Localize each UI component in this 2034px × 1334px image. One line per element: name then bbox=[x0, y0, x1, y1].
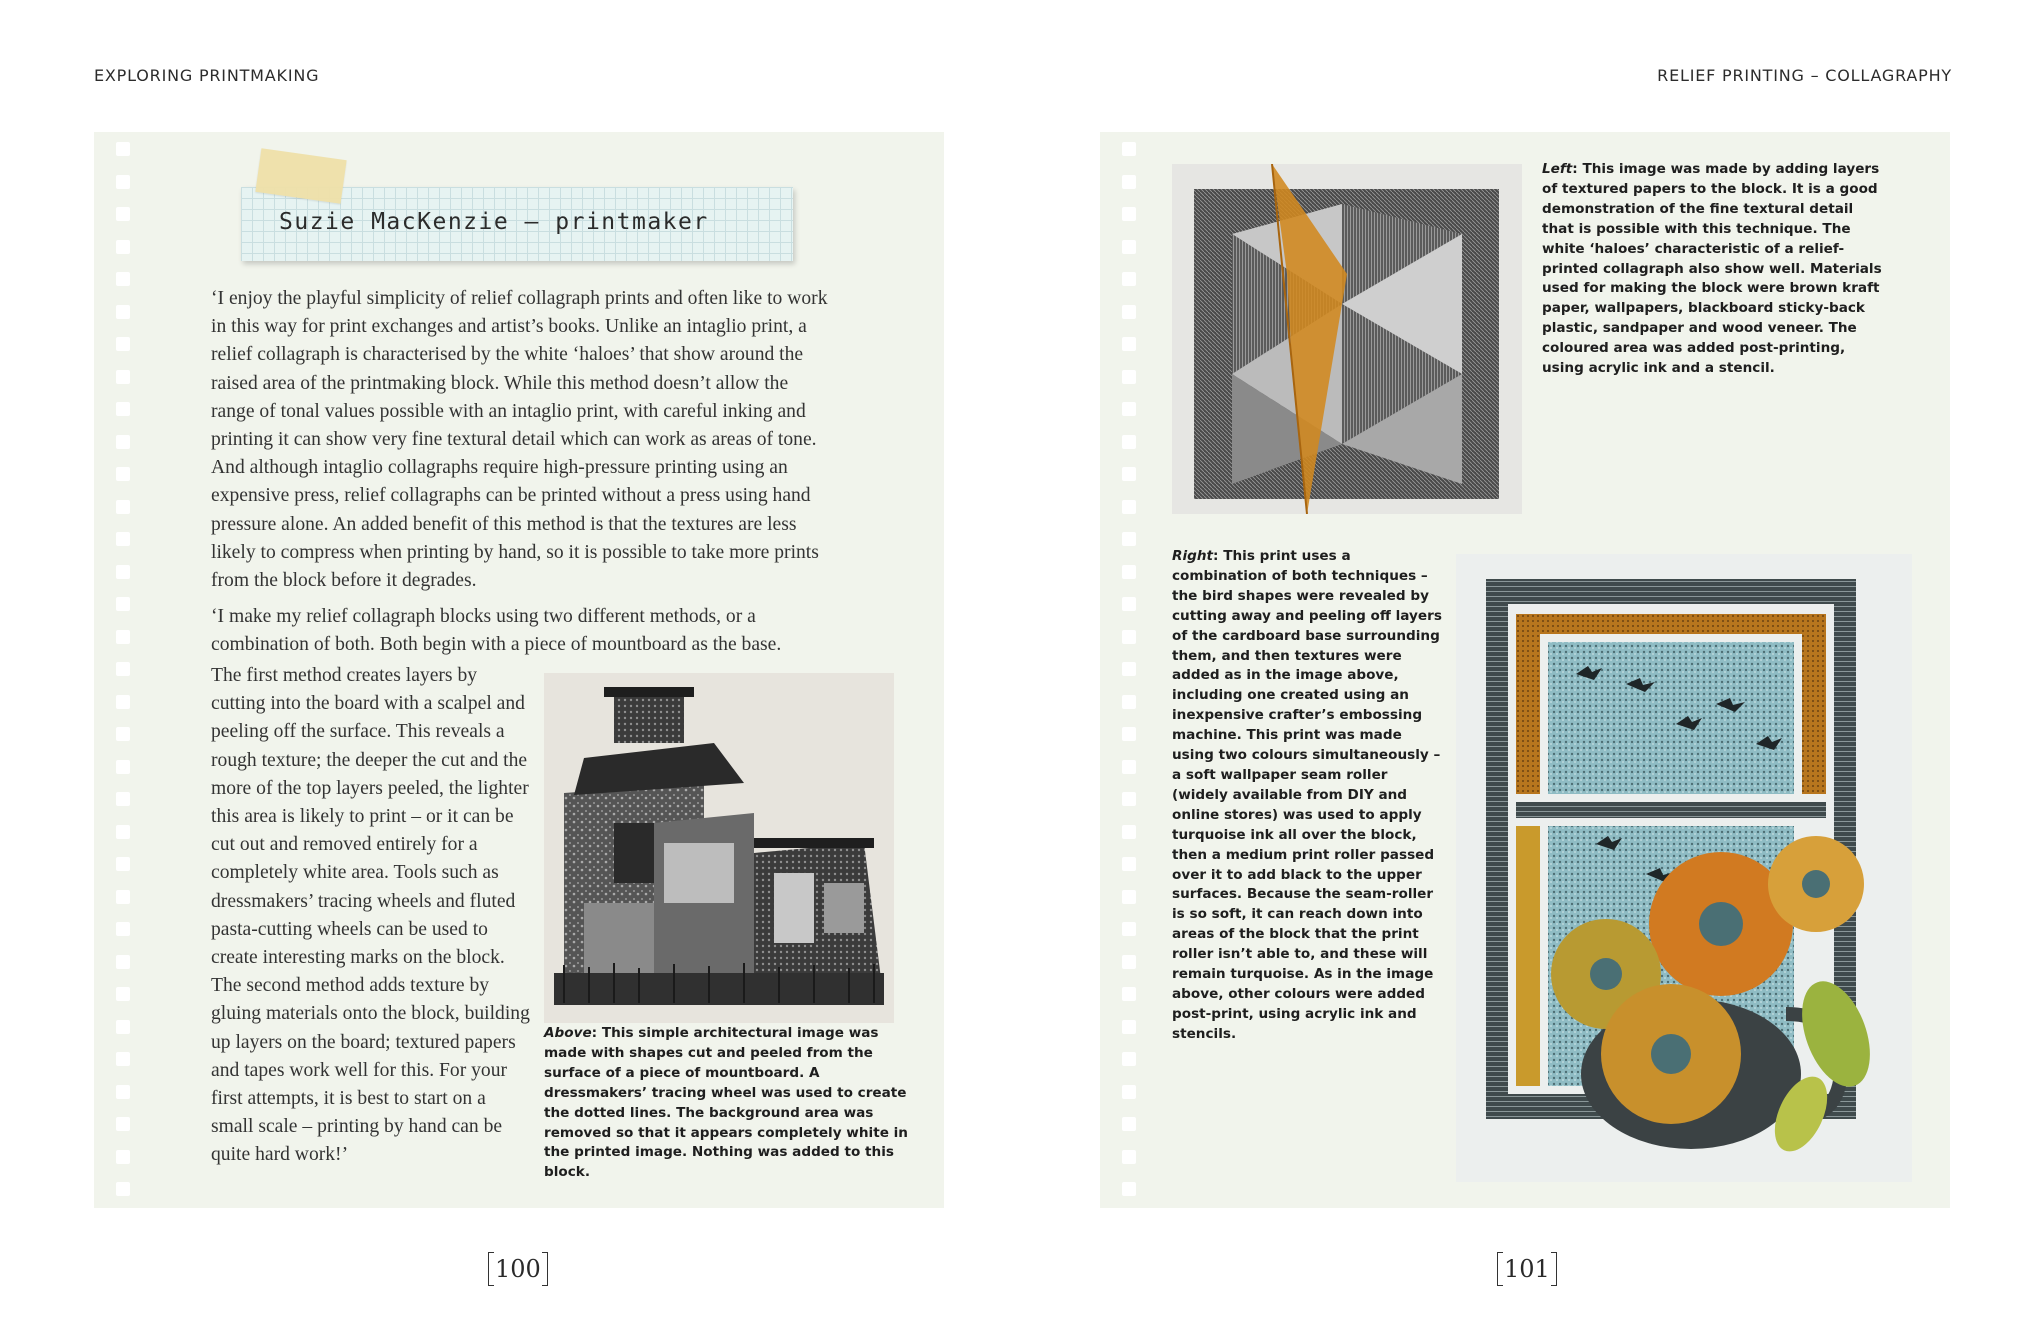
punched-holes-right bbox=[1122, 142, 1136, 1198]
caption-right-lead: Right bbox=[1172, 548, 1214, 564]
caption-left-lead: Left bbox=[1542, 161, 1573, 177]
binding-hole bbox=[116, 1020, 130, 1034]
binding-hole bbox=[116, 1150, 130, 1164]
caption-above-lead: Above bbox=[544, 1025, 592, 1041]
body-paragraph-2: ‘I make my relief collagraph blocks using two different methods, or a combination of both. Both begin with a piece of mountboard as the base. bbox=[211, 606, 782, 656]
binding-hole bbox=[116, 240, 130, 254]
binding-hole bbox=[1122, 565, 1136, 579]
binding-hole bbox=[1122, 630, 1136, 644]
binding-hole bbox=[1122, 1085, 1136, 1099]
binding-hole bbox=[116, 727, 130, 741]
binding-hole bbox=[1122, 597, 1136, 611]
binding-hole bbox=[1122, 305, 1136, 319]
binding-hole bbox=[1122, 175, 1136, 189]
binding-hole bbox=[116, 435, 130, 449]
binding-hole bbox=[116, 467, 130, 481]
binding-hole bbox=[1122, 955, 1136, 969]
binding-hole bbox=[1122, 1117, 1136, 1131]
binding-hole bbox=[1122, 272, 1136, 286]
binding-hole bbox=[1122, 207, 1136, 221]
page-title: Suzie MacKenzie — printmaker bbox=[279, 209, 709, 235]
body-paragraph-2-continued: The first method creates layers by cutting into the board with a scalpel and peeling off the surface. This reveals a rough texture; the deeper the cut and the more of the top layers peeled, the lighter this area is likely to print – or it can be cut out and removed entirely for a completely white area. Tools such as dressmakers’ tracing wheels and fluted pasta-cutting wheels can be used to create interesting marks on the block. The second method adds texture by gluing materials onto the block, building up layers on the board; textured papers and tapes work well for this. For your first attempts, it is best to start on a small scale – printing by hand can be quite hard work!’ bbox=[211, 665, 530, 1166]
caption-left bbox=[1542, 160, 1887, 379]
binding-hole bbox=[1122, 1052, 1136, 1066]
binding-hole bbox=[1122, 727, 1136, 741]
binding-hole bbox=[1122, 922, 1136, 936]
binding-hole bbox=[116, 175, 130, 189]
caption-left-text: : This image was made by adding layers of textured papers to the block. It is a good demonstration of the fine textural detail that is possible with this technique. The white ‘haloes’ characteristic of a relief-printed collagraph also show well. Materials used for making the block were brown kraft paper, wallpapers, blackboard sticky-back plastic, sandpaper and wood veneer. The coloured area was added post-printing, using acrylic ink and a stencil. bbox=[1542, 161, 1882, 377]
page-number-left: 100 bbox=[488, 1252, 548, 1286]
binding-hole bbox=[116, 695, 130, 709]
binding-hole bbox=[116, 922, 130, 936]
binding-hole bbox=[116, 792, 130, 806]
binding-hole bbox=[116, 370, 130, 384]
intro-text bbox=[211, 285, 831, 668]
binding-hole bbox=[1122, 760, 1136, 774]
binding-hole bbox=[1122, 402, 1136, 416]
binding-hole bbox=[116, 337, 130, 351]
binding-hole bbox=[1122, 1182, 1136, 1196]
binding-hole bbox=[116, 272, 130, 286]
binding-hole bbox=[1122, 1150, 1136, 1164]
binding-hole bbox=[116, 500, 130, 514]
page-number-right: 101 bbox=[1497, 1252, 1557, 1286]
caption-right-text: : This print uses a combination of both techniques – the bird shapes were revealed by cutting away and peeling off layers of the cardboard base surrounding them, and then textures were added as in the image above, including one created using an inexpensive crafter’s embossing machine. This print was made using two colours simultaneously – a soft wallpaper seam roller (widely available from DIY and online stores) was used to apply turquoise ink all over the block, then a medium print roller passed over it to add black to the upper surfaces. Because the seam-roller is so soft, it can reach down into areas of the block that the print roller isn’t able to, and these will remain turquoise. As in the image above, other colours were added post-print, using acrylic ink and stencils. bbox=[1172, 548, 1442, 1042]
binding-hole bbox=[1122, 435, 1136, 449]
binding-hole bbox=[116, 597, 130, 611]
binding-hole bbox=[1122, 500, 1136, 514]
binding-hole bbox=[116, 1117, 130, 1131]
binding-hole bbox=[1122, 890, 1136, 904]
binding-hole bbox=[116, 532, 130, 546]
body-column-text bbox=[211, 662, 531, 1178]
binding-hole bbox=[116, 857, 130, 871]
binding-hole bbox=[116, 890, 130, 904]
binding-hole bbox=[1122, 240, 1136, 254]
binding-hole bbox=[1122, 987, 1136, 1001]
binding-hole bbox=[1122, 532, 1136, 546]
binding-hole bbox=[116, 142, 130, 156]
body-paragraph-1: ‘I enjoy the playful simplicity of relief collagraph prints and often like to work in this way for print exchanges and artist’s books. Unlike an intaglio print, a relief collagraph is characterised by the white ‘haloes’ that show around the raised area of the printmaking block. While this method doesn’t allow the range of tonal values possible with an intaglio print, with careful inking and printing it can show very fine textural detail which can work as areas of tone. And although intaglio collagraphs require high-pressure printing using an expensive press, relief collagraphs can be printed without a press using hand pressure alone. An added benefit of this method is that the textures are less likely to compress when printing by hand, so it is possible to take more prints from the block before it degrades. bbox=[211, 288, 828, 592]
architectural-print-image bbox=[544, 673, 894, 1023]
birds-and-flowers-print-image bbox=[1456, 554, 1912, 1182]
binding-hole bbox=[116, 987, 130, 1001]
binding-hole bbox=[1122, 662, 1136, 676]
binding-hole bbox=[116, 662, 130, 676]
binding-hole bbox=[1122, 142, 1136, 156]
binding-hole bbox=[116, 1182, 130, 1196]
binding-hole bbox=[1122, 825, 1136, 839]
binding-hole bbox=[1122, 695, 1136, 709]
binding-hole bbox=[116, 630, 130, 644]
binding-hole bbox=[116, 825, 130, 839]
binding-hole bbox=[116, 760, 130, 774]
caption-above bbox=[544, 1024, 924, 1183]
binding-hole bbox=[116, 207, 130, 221]
binding-hole bbox=[116, 402, 130, 416]
running-head-right: RELIEF PRINTING – COLLAGRAPHY bbox=[1657, 66, 1952, 85]
binding-hole bbox=[1122, 467, 1136, 481]
binding-hole bbox=[116, 955, 130, 969]
caption-above-text: : This simple architectural image was made with shapes cut and peeled from the surface of a piece of mountboard. A dressmakers’ tracing wheel was used to create the dotted lines. The background area was removed so that it appears completely white in the printed image. Nothing was added to this block. bbox=[544, 1025, 908, 1181]
right-page-panel bbox=[1100, 132, 1950, 1208]
binding-hole bbox=[1122, 792, 1136, 806]
binding-hole bbox=[116, 1085, 130, 1099]
running-head-left: EXPLORING PRINTMAKING bbox=[94, 66, 320, 85]
binding-hole bbox=[116, 305, 130, 319]
binding-hole bbox=[116, 565, 130, 579]
left-page-panel bbox=[94, 132, 944, 1208]
binding-hole bbox=[1122, 857, 1136, 871]
binding-hole bbox=[1122, 337, 1136, 351]
punched-holes-left bbox=[116, 142, 130, 1198]
binding-hole bbox=[1122, 1020, 1136, 1034]
binding-hole bbox=[1122, 370, 1136, 384]
geometric-collagraph-image bbox=[1172, 164, 1522, 514]
binding-hole bbox=[116, 1052, 130, 1066]
caption-right bbox=[1172, 547, 1442, 1045]
